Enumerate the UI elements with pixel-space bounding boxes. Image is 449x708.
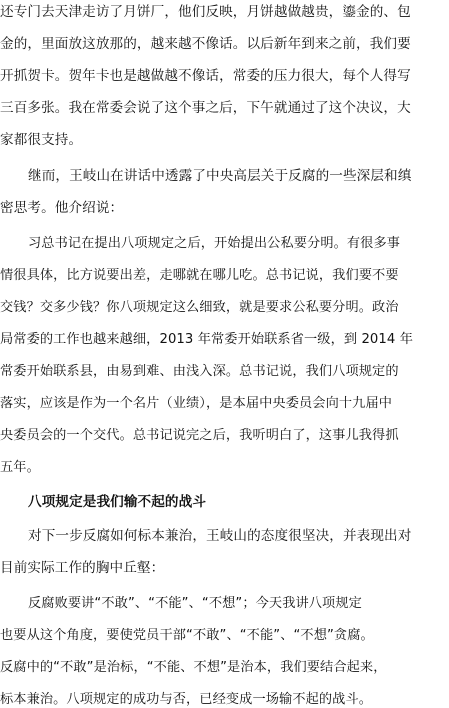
text-line: 反腐中的“不敢”是治标，“不能、不想”是治本，我们要结合起来， [0,660,387,675]
text-line: 继而，王岐山在讲话中透露了中央高层关于反腐的一些深层和缜 [28,168,412,184]
text-line: 五年。 [0,460,40,475]
section-heading-text: 八项规定是我们输不起的战斗 [28,494,207,510]
text-line: 开抓贺卡。贺年卡也是越做越不像话，常委的压力很大，每个人得写 [0,68,411,84]
text-line: 三百多张。我在常委会说了这个事之后，下午就通过了这个决议，大 [0,100,411,116]
text-line: 习总书记在提出八项规定之后，开始提出公私要分明。有很多事 [28,236,401,251]
text-line: 标本兼治。八项规定的成功与否，已经变成一场输不起的战斗。 [0,692,373,707]
text-line: 也要从这个角度，要使党员干部“不敢”、“不能”、“不想”贪腐。 [0,628,374,643]
text-line: 央委员会的一个交代。总书记说完之后，我听明白了，这事儿我得抓 [0,428,399,443]
text-line: 落实，应该是作为一个名片（业绩），是本届中央委员会向十九届中 [0,396,393,411]
text-line: 家都很支持。 [0,132,83,148]
text-line: 还专门去天津走访了月饼厂，他们反映，月饼越做越贵，鎏金的、包 [0,4,411,20]
text-line: 对下一步反腐如何标本兼治，王岐山的态度很坚决，并表现出对 [28,528,412,544]
text-line: 反腐败要讲“不敢”、“不能”、“不想”；今天我讲八项规定 [28,596,362,611]
text-line: 常委开始联系县，由易到难、由浅入深。总书记说，我们八项规定的 [0,364,399,379]
text-line: 密思考。他介绍说： [0,200,124,216]
text-line: 目前实际工作的胸中丘壑： [0,560,165,576]
text-line: 金的，里面放这放那的，越来越不像话。以后新年到来之前，我们要 [0,36,411,52]
text-line: 交钱？交多少钱？你八项规定这么细致，就是要求公私要分明。政治 [0,300,399,315]
text-line: 局常委的工作也越来越细，2013 年常委开始联系省一级，到 2014 年 [0,332,413,347]
text-line: 情很具体，比方说要出差，走哪就在哪儿吃。总书记说，我们要不要 [0,268,399,283]
